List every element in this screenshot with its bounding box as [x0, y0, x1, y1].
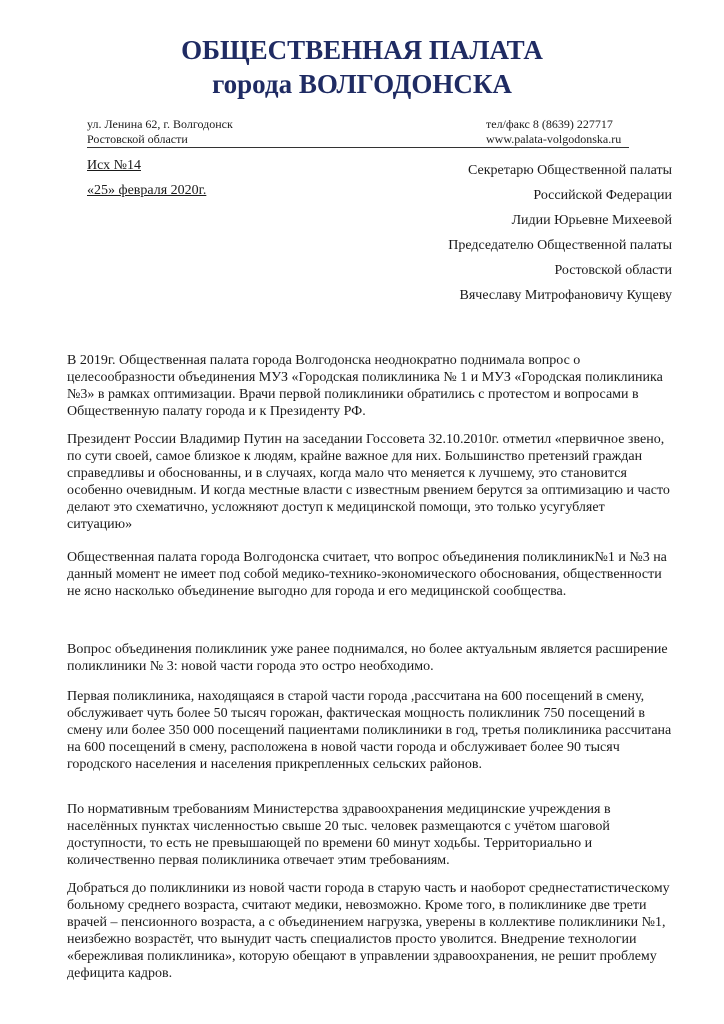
recipient-line: Вячеславу Митрофановичу Кущеву	[459, 288, 672, 303]
body-paragraph: В 2019г. Общественная палата города Волгодонска неоднократно поднимала вопрос о целесообразности объединения МУЗ «Городская поликлиника № 1 и МУЗ «Городская поликлиника №3» в рамках оптимизации. Врачи первой поликлиники обратились с протестом и вопросами в Общественную палату города и к Президенту РФ.	[67, 353, 663, 419]
address-street: ул. Ленина 62, г. Волгодонск	[87, 117, 233, 131]
body-paragraph: Общественная палата города Волгодонска считает, что вопрос объединения поликлиник№1 и №3 на данный момент не имеет под собой медико-технико-экономического обоснования, общественности не ясно насколько объединение выгодно для города и его медицинской сообщества.	[67, 550, 667, 599]
recipient-line: Лидии Юрьевне Михеевой	[511, 213, 672, 228]
address-region: Ростовской области	[87, 132, 188, 146]
recipient-line: Российской Федерации	[533, 188, 672, 203]
website-link: www.palata-volgodonska.ru	[486, 132, 622, 146]
body-paragraph: Вопрос объединения поликлиник уже ранее поднимался, но более актуальным является расширение поликлиники № 3: новой части города это остро необходимо.	[67, 642, 668, 674]
header-divider	[87, 147, 629, 148]
recipients-block	[448, 158, 672, 308]
contact-block	[486, 117, 621, 147]
recipient-line: Ростовской области	[554, 263, 672, 278]
recipient-line: Председателю Общественной палаты	[448, 238, 672, 253]
body-paragraph: Первая поликлиника, находящаяся в старой части города ,рассчитана на 600 посещений в смену, обслуживает чуть более 50 тысяч горожан, фактическая мощность поликлиник 750 посещений в смену или более 350 000 посещений пациентами поликлиники в год, третья поликлиника рассчитана на 600 посещений в смену, расположена в новой части города и обслуживает более 90 тысяч городского населения и населения прикрепленных сельских районов.	[67, 689, 672, 772]
org-title-line-2: города ВОЛГОДОНСКА	[212, 69, 512, 99]
address-block	[87, 117, 233, 147]
body-paragraph: По нормативным требованиям Министерства здравоохранения медицинские учреждения в населённых пунктах численностью свыше 20 тыс. человек размещаются с учётом шаговой доступности, то есть не превышающей по времени 60 минут ходьбы. Территориально и количественно первая поликлиника отвечает этим требованиям.	[67, 802, 611, 868]
body-paragraph: Президент России Владимир Путин на заседании Госсовета 32.10.2010г. отметил «первичное звено, по сути своей, самое близкое к людям, крайне важное для них. Большинство претензий граждан справедливы и обоснованны, и в случаях, когда мало что меняется к лучшему, это становится особенно очевидным. И когда местные власти с известным рвением берутся за оптимизацию и часто делают это схематично, усложняют доступ к медицинской помощи, это только усугубляет ситуацию»	[67, 432, 670, 532]
org-title-line-1: ОБЩЕСТВЕННАЯ ПАЛАТА	[181, 35, 543, 65]
letter-date: «25» февраля 2020г.	[87, 183, 207, 198]
recipient-line: Секретарю Общественной палаты	[467, 163, 672, 178]
outgoing-number: Исх №14	[87, 158, 141, 173]
body-paragraph: Добраться до поликлиники из новой части города в старую часть и наоборот среднестатистическому больному среднего возраста, считают медики, невозможно. Кроме того, в поликлинике две трети врачей – пенсионного возраста, а с объединением нагрузка, уверены в коллективе поликлиники №1, неизбежно возрастёт, что вынудит часть специалистов просто уволится. Внедрение технологии «бережливая поликлиника», которую обещают в управлении здравоохранения, не решит проблему дефицита кадров.	[67, 881, 670, 981]
phone-fax: тел/факс 8 (8639) 227717	[486, 117, 613, 131]
